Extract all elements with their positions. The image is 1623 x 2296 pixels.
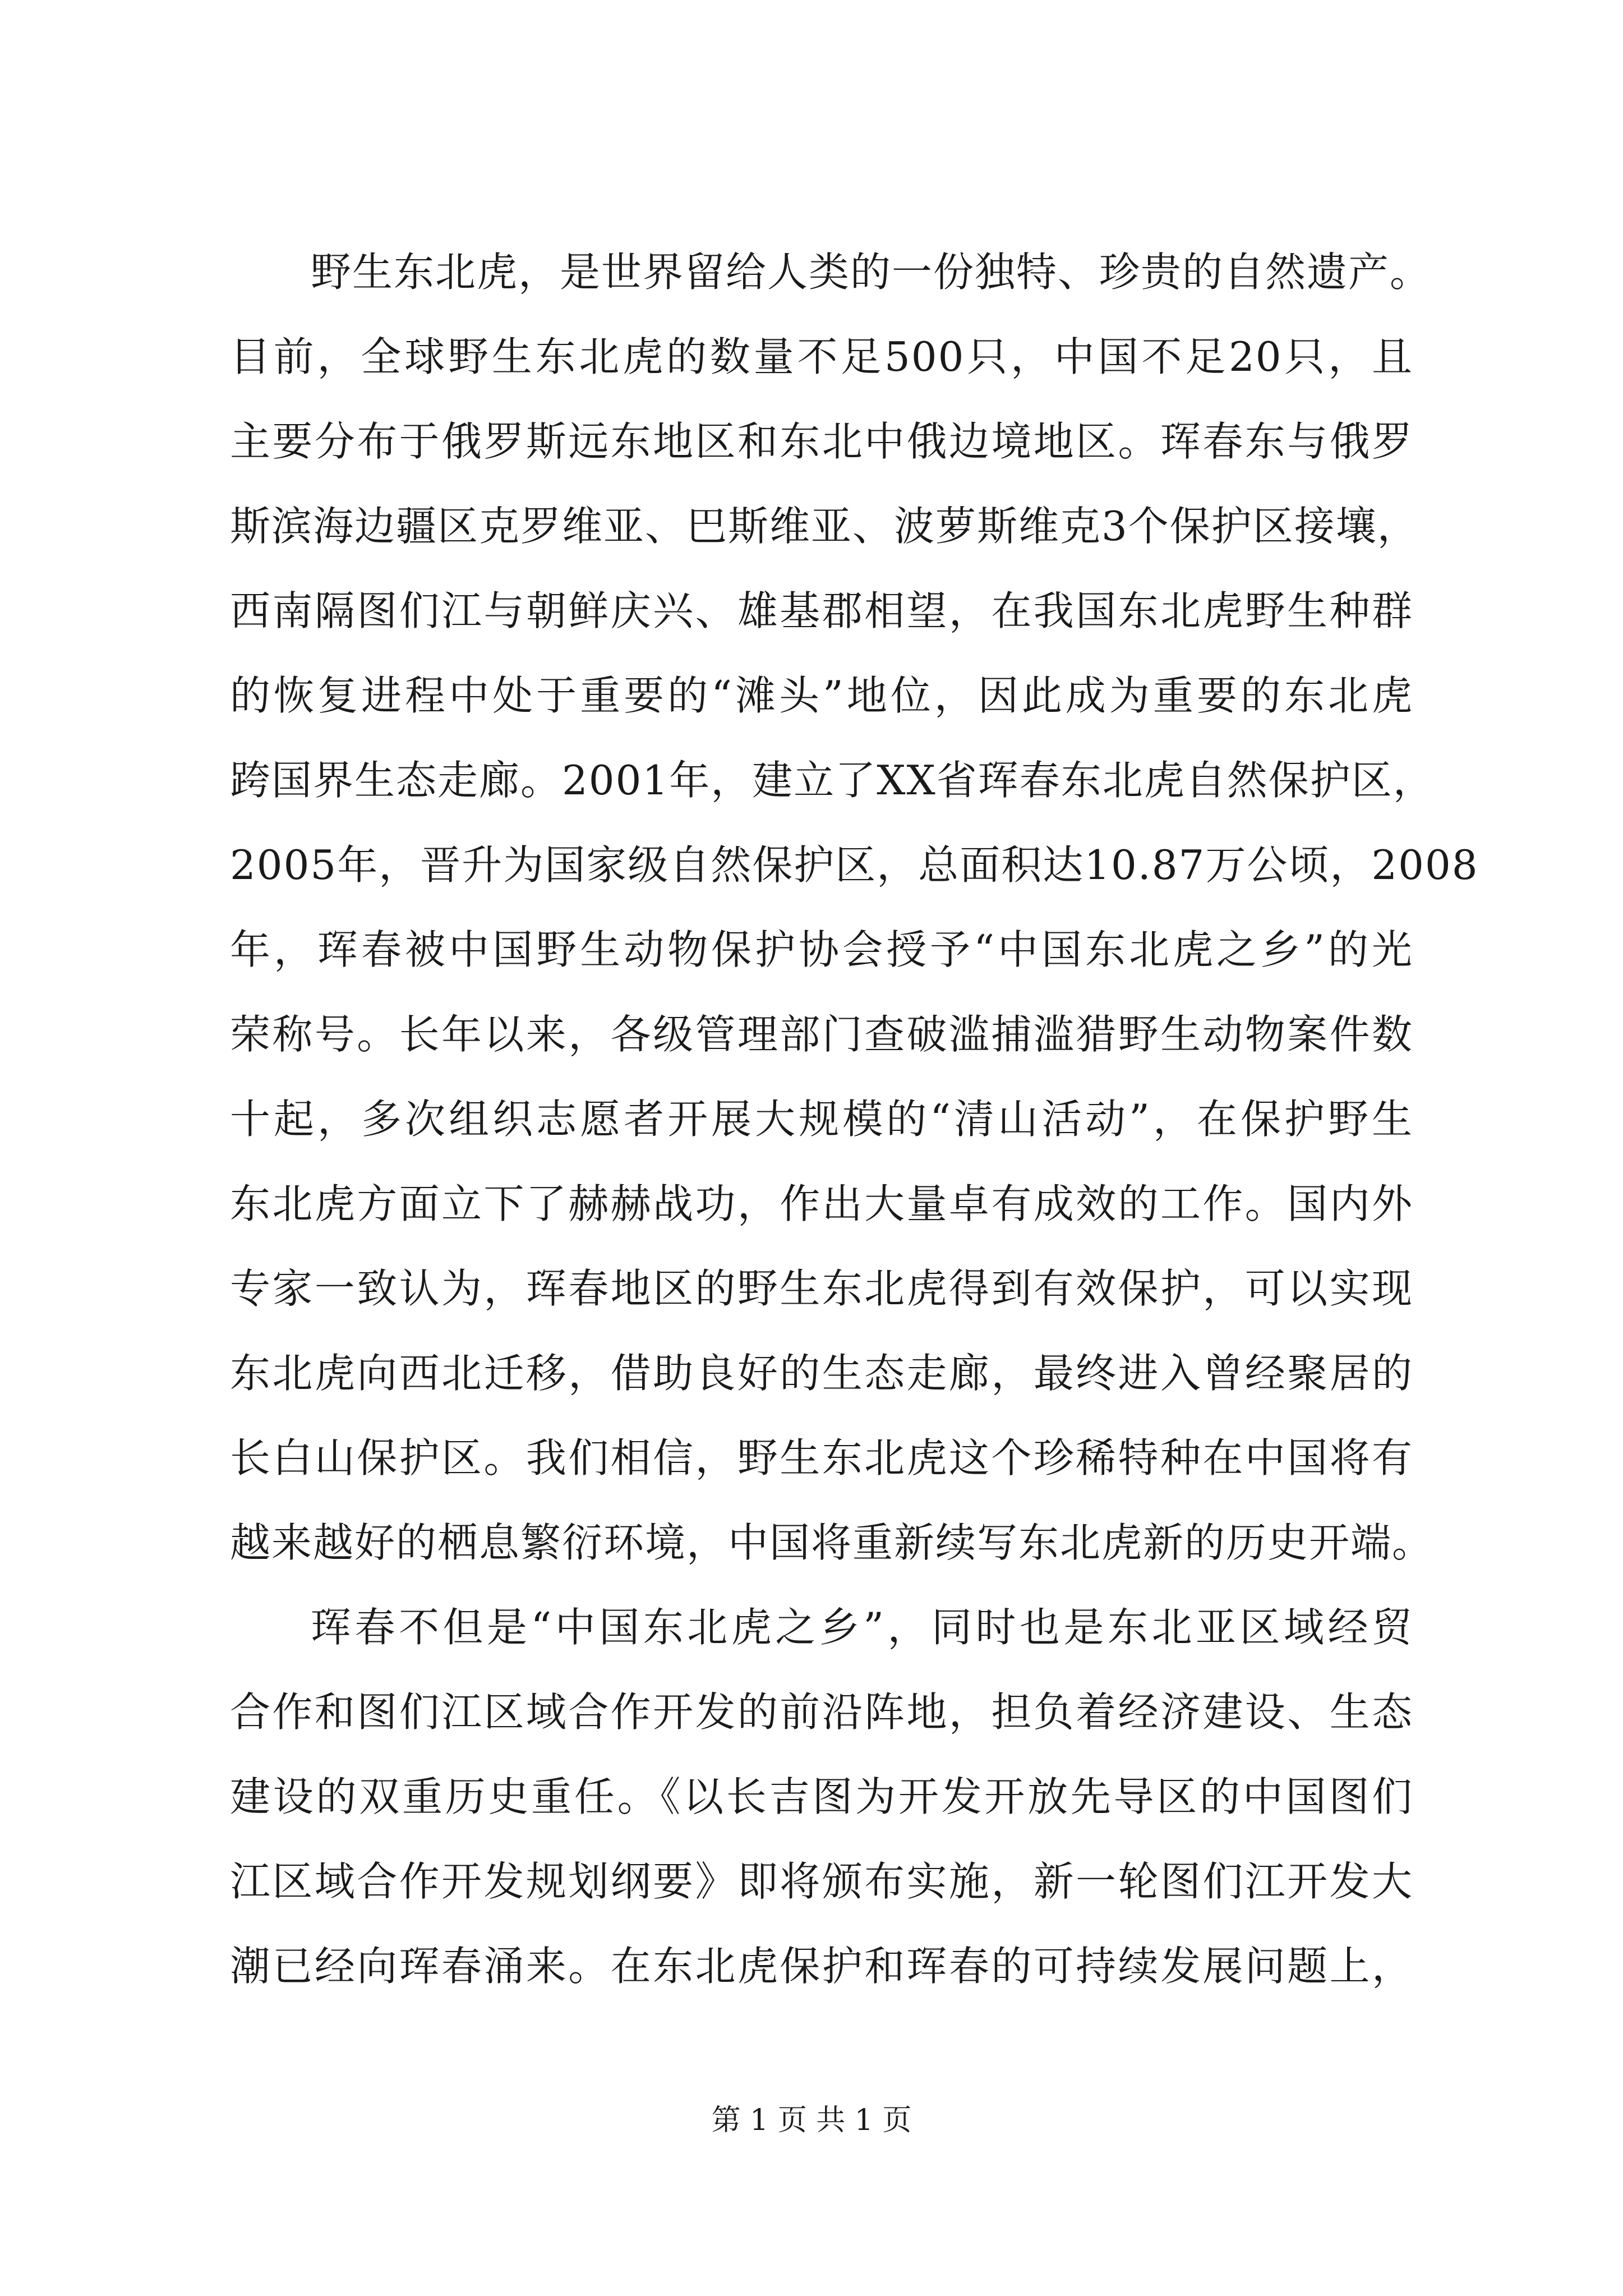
paragraph-line: 斯滨海边疆区克罗维亚、巴斯维亚、波萝斯维克3个保护区接壤， [230,503,1419,550]
paragraph-line: 的恢复进程中处于重要的“滩头”地位，因此成为重要的东北虎 [230,672,1413,719]
document-body [230,230,1479,2009]
paragraph-line: 跨国界生态走廊。2001年，建立了XX省珲春东北虎自然保护区， [230,757,1435,804]
paragraph-line: 专家一致认为，珲春地区的野生东北虎得到有效保护，可以实现 [230,1265,1413,1312]
paragraph-line: 年，珲春被中国野生动物保护协会授予“中国东北虎之乡”的光 [230,926,1413,973]
paragraph-line: 2005年，晋升为国家级自然保护区，总面积达10.87万公顷，2008 [230,841,1479,889]
paragraph-line: 合作和图们江区域合作开发的前沿阵地，担负着经济建设、生态 [230,1688,1413,1736]
page-number-label: 第 1 页 共 1 页 [711,2104,912,2137]
paragraph-1 [230,230,1479,1585]
paragraph-line: 潮已经向珲春涌来。在东北虎保护和珲春的可持续发展问题上， [230,1943,1413,1990]
paragraph-line: 建设的双重历史重任。《以长吉图为开发开放先导区的中国图们 [230,1773,1413,1820]
paragraph-line: 越来越好的栖息繁衍环境，中国将重新续写东北虎新的历史开端。 [230,1519,1434,1566]
paragraph-line: 主要分布于俄罗斯远东地区和东北中俄边境地区。珲春东与俄罗 [230,418,1413,465]
page-footer [0,2101,1623,2140]
paragraph-2 [230,1585,1413,2009]
paragraph-line: 珲春不但是“中国东北虎之乡”，同时也是东北亚区域经贸 [311,1604,1413,1651]
paragraph-line: 东北虎向西北迁移，借助良好的生态走廊，最终进入曾经聚居的 [230,1350,1413,1397]
paragraph-line: 荣称号。长年以来，各级管理部门查破滥捕滥猎野生动物案件数 [230,1011,1413,1058]
paragraph-line: 江区域合作开发规划纲要》即将颁布实施，新一轮图们江开发大 [230,1858,1413,1905]
paragraph-line: 西南隔图们江与朝鲜庆兴、雄基郡相望，在我国东北虎野生种群 [230,587,1413,634]
paragraph-line: 长白山保护区。我们相信，野生东北虎这个珍稀特种在中国将有 [230,1434,1413,1481]
paragraph-line: 十起，多次组织志愿者开展大规模的“清山活动”，在保护野生 [230,1096,1413,1143]
paragraph-line: 东北虎方面立下了赫赫战功，作出大量卓有成效的工作。国内外 [230,1180,1413,1227]
paragraph-line: 目前，全球野生东北虎的数量不足500只，中国不足20只，且 [230,333,1413,380]
paragraph-line: 野生东北虎，是世界留给人类的一份独特、珍贵的自然遗产。 [311,249,1432,296]
